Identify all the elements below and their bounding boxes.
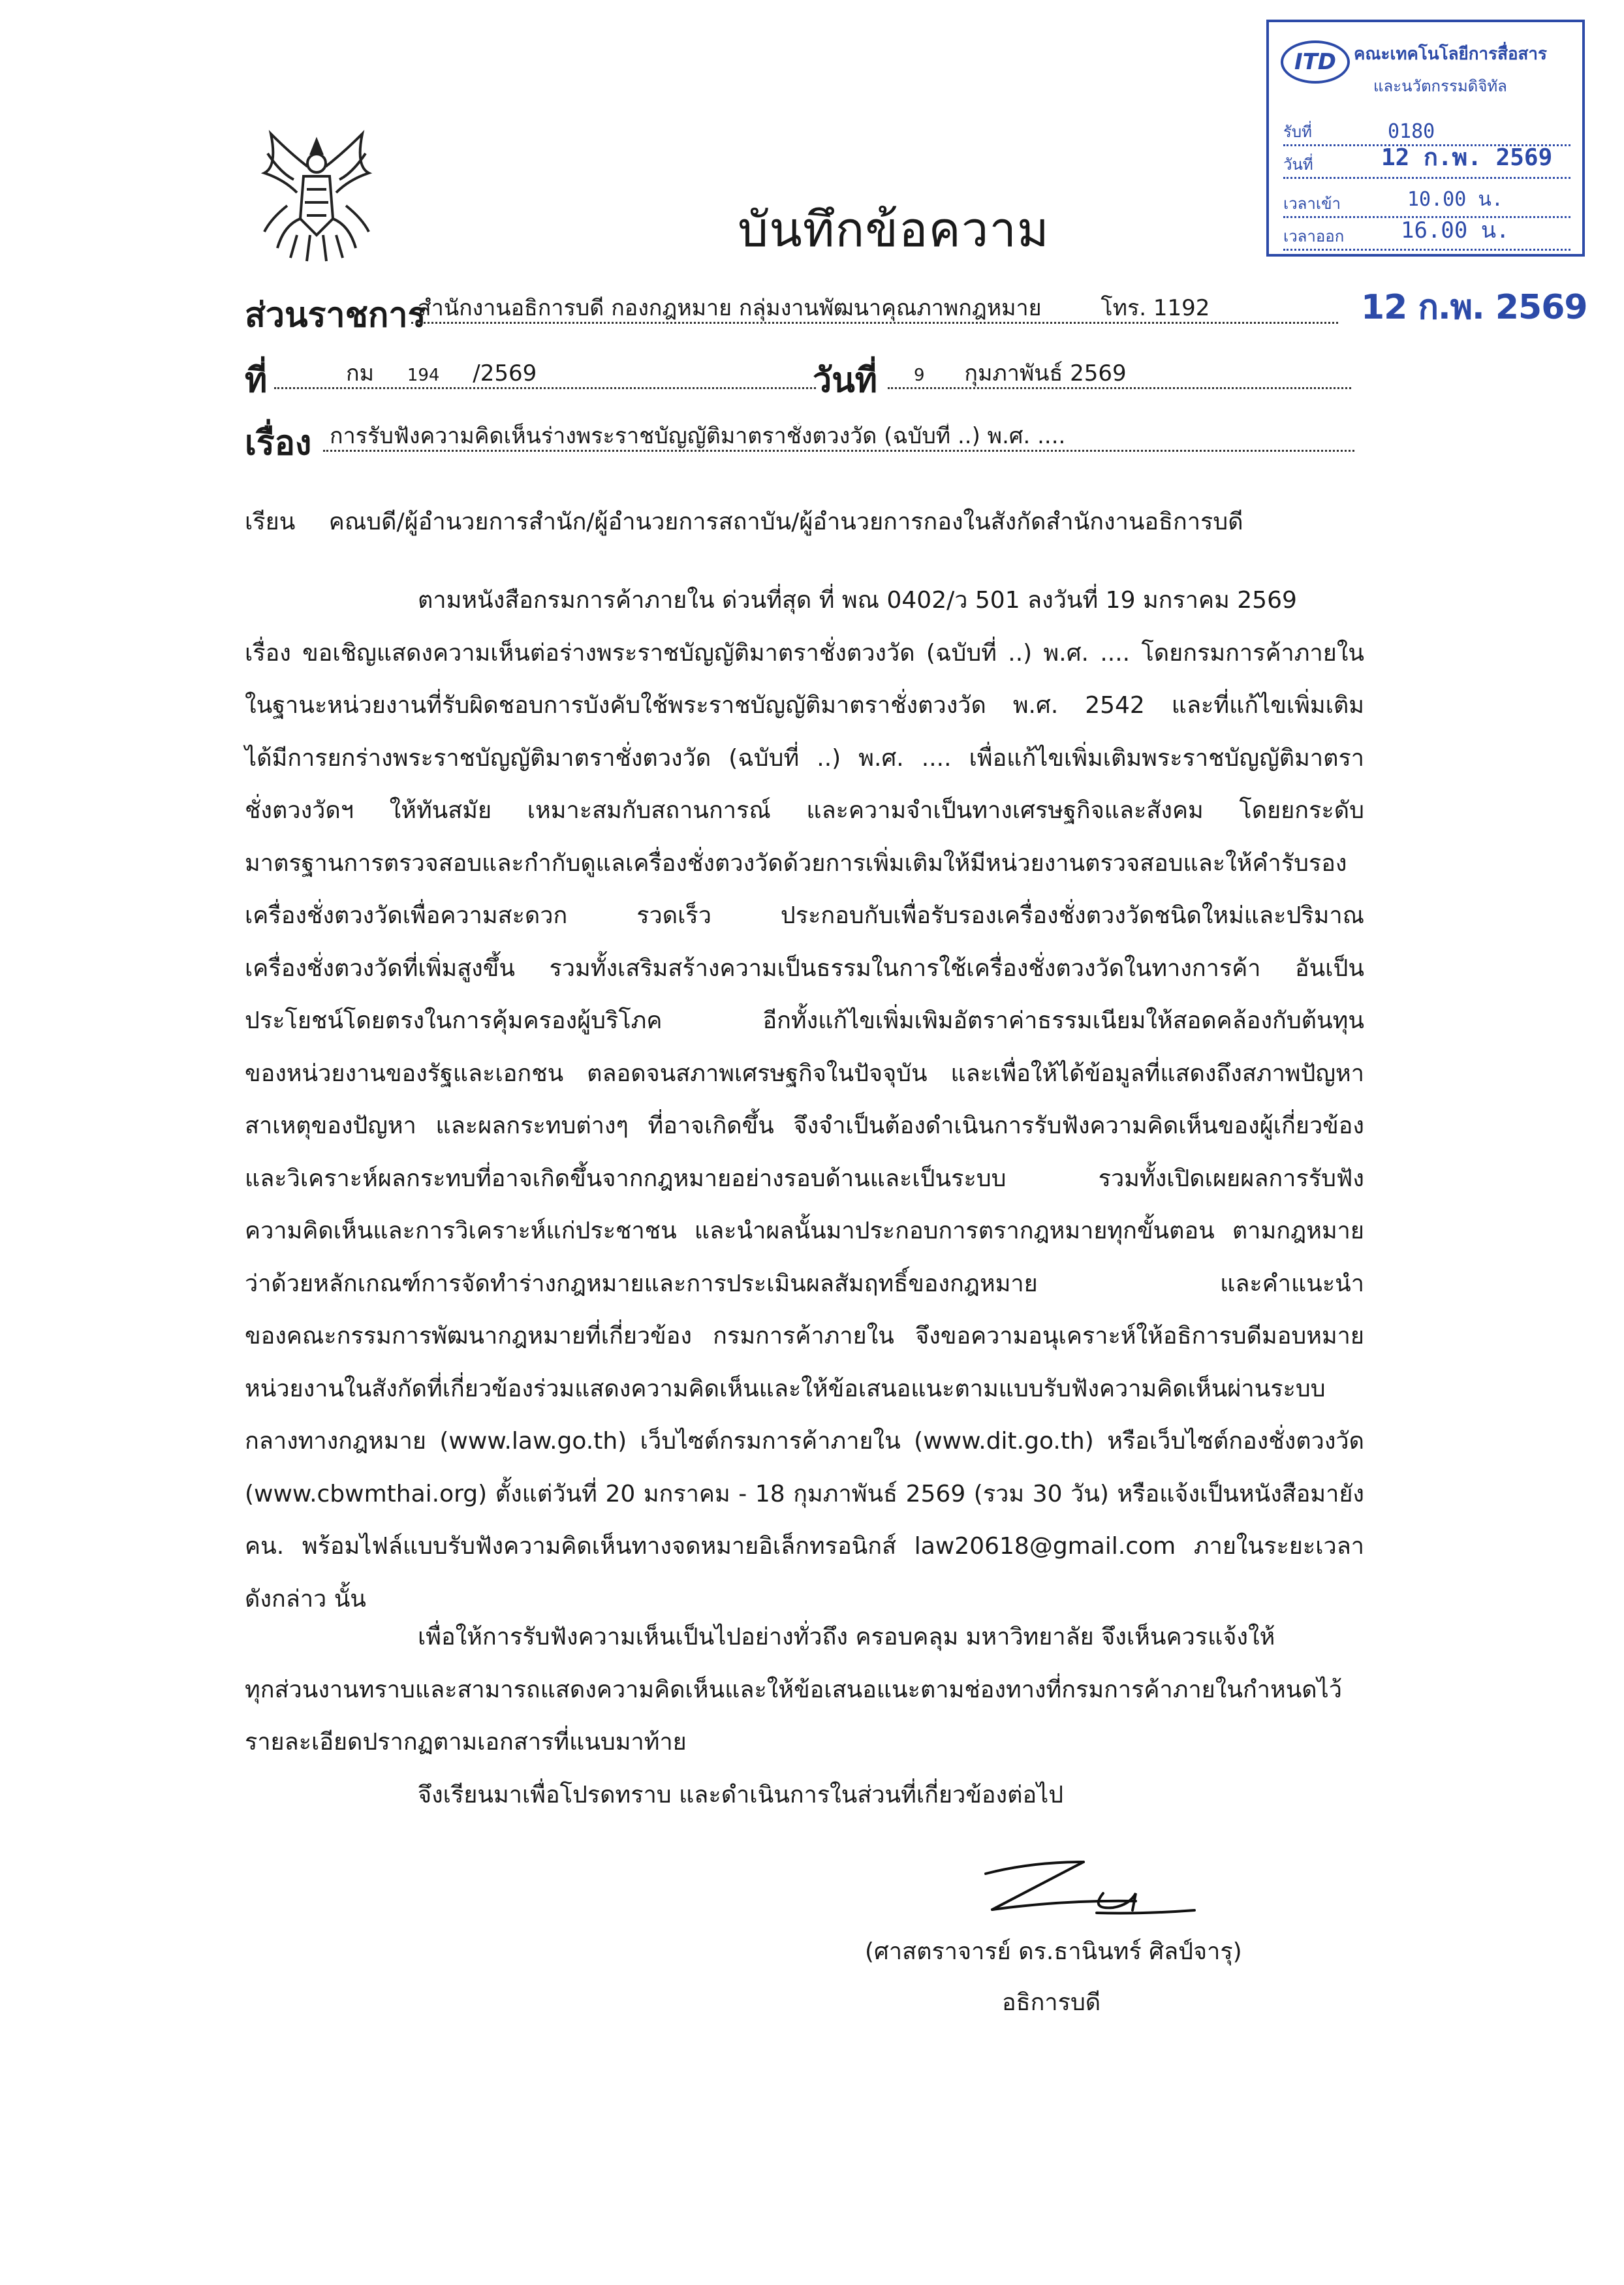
- ref-label: ที่: [245, 361, 268, 400]
- stamp-date-row: [1283, 144, 1570, 179]
- body-line: ดังกล่าว นั้น: [245, 1585, 366, 1613]
- body-line: ของหน่วยงานของรัฐและเอกชน ตลอดจนสภาพเศรษฐกิจในปัจจุบัน และเพื่อให้ได้ข้อมูลที่แสดงถึงสภาพปัญหา: [245, 1060, 1364, 1087]
- agency-label: ส่วนราชการ: [245, 296, 426, 335]
- date-value: กุมภาพันธ์ 2569: [964, 360, 1127, 386]
- body-line: และวิเคราะห์ผลกระทบที่อาจเกิดขึ้นจากกฎหมายอย่างรอบด้านและเป็นระบบ รวมทั้งเปิดเผยผลการรับฟัง: [245, 1165, 1364, 1192]
- body-line: ตามหนังสือกรมการค้าภายใน ด่วนที่สุด ที่ พณ 0402/ว 501 ลงวันที่ 19 มกราคม 2569: [418, 587, 1297, 614]
- body-line: ของคณะกรรมการพัฒนากฎหมายที่เกี่ยวข้อง กรมการค้าภายใน จึงขอความอนุเคราะห์ให้อธิการบดีมอบหมาย: [245, 1323, 1364, 1349]
- subject-value: การรับฟังความคิดเห็นร่างพระราชบัญญัติมาตราชั่งตวงวัด (ฉบับที่ ..) พ.ศ. ....: [330, 423, 1066, 449]
- stamp-date-label: วันที่: [1283, 155, 1313, 174]
- title-text: บันทึกข้อความ: [738, 202, 1050, 258]
- body-line: เครื่องชั่งตวงวัดที่เพิ่มสูงขึ้น รวมทั้งเสริมสร้างความเป็นธรรมในการใช้เครื่องชั่งตวงวัดในทางการค้า อันเป็น: [245, 954, 1364, 982]
- stamp-org-line2: และนวัตกรรมดิจิทัล: [1373, 77, 1507, 95]
- body-line: ชั่งตวงวัดฯ ให้ทันสมัย เหมาะสมกับสถานการณ์ และความจำเป็นทางเศรษฐกิจและสังคม โดยยกระดับ: [245, 797, 1364, 824]
- ref-year: /2569: [473, 360, 537, 386]
- stamp-time-out-row: [1283, 217, 1570, 251]
- body-line: ว่าด้วยหลักเกณฑ์การจัดทำร่างกฎหมายและการประเมินผลสัมฤทธิ์ของกฎหมาย และคำแนะนำ: [245, 1270, 1364, 1297]
- body-line: ทุกส่วนงานทราบและสามารถแสดงความคิดเห็นและให้ข้อเสนอแนะตามช่องทางที่กรมการค้าภายในกำหนดไว้: [245, 1676, 1342, 1703]
- body-line: คน. พร้อมไฟล์แบบรับฟังความคิดเห็นทางจดหมายอิเล็กทรอนิกส์ law20618@gmail.com ภายในระยะเวลา: [245, 1533, 1364, 1560]
- stamp-time-out-label: เวลาออก: [1283, 227, 1345, 245]
- signatory-name: (ศาสตราจารย์ ดร.ธานินทร์ ศิลป์จารุ): [865, 1938, 1242, 1965]
- ref-field: [274, 360, 816, 389]
- date-day: 9: [914, 366, 925, 385]
- signatory-position: อธิการบดี: [1002, 1989, 1101, 2016]
- body-line: (www.cbwmthai.org) ตั้งแต่วันที่ 20 มกราคม - 18 กุมภาพันธ์ 2569 (รวม 30 วัน) หรือแจ้งเป็นหนังสือมายัง: [245, 1480, 1364, 1507]
- agency-value: สำนักงานอธิการบดี กองกฎหมาย กลุ่มงานพัฒนาคุณภาพกฎหมาย: [418, 295, 1042, 321]
- ref-prefix: กม: [346, 360, 374, 386]
- body-line: ในฐานะหน่วยงานที่รับผิดชอบการบังคับใช้พระราชบัญญัติมาตราชั่งตวงวัด พ.ศ. 2542 และที่แก้ไขเพิ่มเติม: [245, 692, 1364, 719]
- body-line: ได้มีการยกร่างพระราชบัญญัติมาตราชั่งตวงวัด (ฉบับที่ ..) พ.ศ. .... เพื่อแก้ไขเพิ่มเติมพระราชบัญญัติมาตรา: [245, 744, 1364, 772]
- signature-icon: [973, 1848, 1208, 1919]
- stamp-received-label: รับที่: [1283, 123, 1312, 141]
- body-line: มาตรฐานการตรวจสอบและกำกับดูแลเครื่องชั่งตวงวัดด้วยการเพิ่มเติมให้มีหน่วยงานตรวจสอบและให้คำรับรอง: [245, 849, 1347, 877]
- ref-number: 194: [407, 366, 440, 385]
- body-line: เรื่อง ขอเชิญแสดงความเห็นต่อร่างพระราชบัญญัติมาตราชั่งตวงวัด (ฉบับที่ ..) พ.ศ. .... โดยกรมการค้าภายใน: [245, 639, 1364, 667]
- date-stamp: 12 ก.พ. 2569: [1361, 288, 1587, 327]
- salutation: [245, 503, 1243, 540]
- stamp-time-in-label: เวลาเข้า: [1283, 195, 1341, 213]
- agency-field: [411, 295, 1338, 324]
- subject-field: [323, 423, 1354, 452]
- closing-line: จึงเรียนมาเพื่อโปรดทราบ และดำเนินการในส่วนที่เกี่ยวข้องต่อไป: [418, 1782, 1064, 1808]
- body-line: ความคิดเห็นและการวิเคราะห์แก่ประชาชน และนำผลนั้นมาประกอบการตรากฎหมายทุกขั้นตอน ตามกฎหมาย: [245, 1218, 1364, 1244]
- body-line: เครื่องชั่งตวงวัดเพื่อความสะดวก รวดเร็ว ประกอบกับเพื่อรับรองเครื่องชั่งตวงวัดชนิดใหม่และปริมาณ: [245, 902, 1364, 929]
- stamp-time-out: 16.00 น.: [1401, 217, 1510, 244]
- body-line: เพื่อให้การรับฟังความเห็นเป็นไปอย่างทั่วถึง ครอบคลุม มหาวิทยาลัย จึงเห็นควรแจ้งให้: [418, 1624, 1275, 1650]
- body-line: รายละเอียดปรากฏตามเอกสารที่แนบมาท้าย: [245, 1729, 687, 1756]
- stamp-org-line1: คณะเทคโนโลยีการสื่อสาร: [1354, 44, 1547, 64]
- body-line: สาเหตุของปัญหา และผลกระทบต่างๆ ที่อาจเกิดขึ้น จึงจำเป็นต้องดำเนินการรับฟังความคิดเห็นของผู้เกี่ยวข้อง: [245, 1112, 1364, 1139]
- received-stamp: [1266, 20, 1585, 257]
- stamp-date: 12 ก.พ. 2569: [1381, 144, 1553, 171]
- body-line: กลางทางกฎหมาย (www.law.go.th) เว็บไซต์กรมการค้าภายใน (www.dit.go.th) หรือเว็บไซต์กองชั่งตวงวัด: [245, 1428, 1364, 1455]
- date-field: [888, 360, 1351, 389]
- subject-label: เรื่อง: [245, 424, 312, 463]
- stamp-time-in: 10.00 น.: [1407, 188, 1503, 211]
- itd-logo: ITD: [1281, 40, 1350, 84]
- salutation-value: คณบดี/ผู้อำนวยการสำนัก/ผู้อำนวยการสถาบัน/ผู้อำนวยการกองในสังกัดสำนักงานอธิการบดี: [328, 509, 1243, 535]
- salutation-label: เรียน: [245, 509, 296, 535]
- tel-value: โทร. 1192: [1101, 295, 1210, 321]
- date-label: วันที่: [813, 361, 878, 400]
- body-line: หน่วยงานในสังกัดที่เกี่ยวข้องร่วมแสดงความคิดเห็นและให้ข้อเสนอแนะตามแบบรับฟังความคิดเห็นผ่านระบบ: [245, 1375, 1326, 1402]
- stamp-received-no: 0180: [1388, 120, 1435, 143]
- body-line: ประโยชน์โดยตรงในการคุ้มครองผู้บริโภค อีกทั้งแก้ไขเพิ่มเพิมอัตราค่าธรรมเนียมให้สอดคล้องกับต้นทุน: [245, 1007, 1364, 1034]
